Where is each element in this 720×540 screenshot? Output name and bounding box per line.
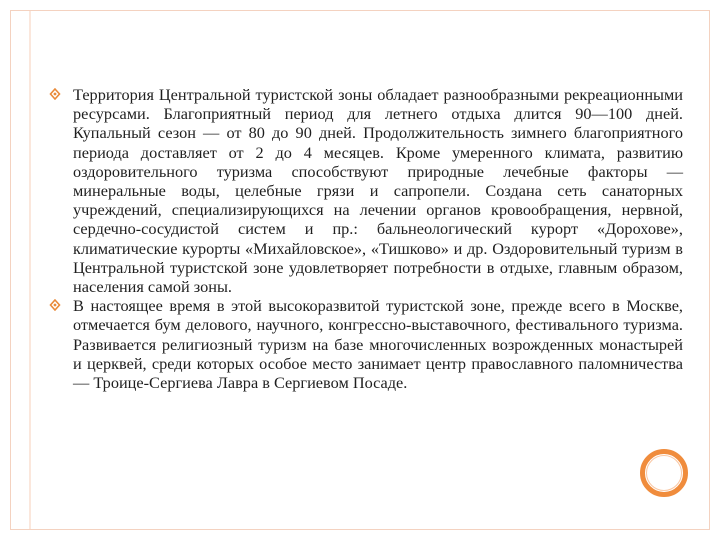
circle-decoration-icon bbox=[640, 449, 688, 497]
bullet-item-1 bbox=[73, 85, 683, 296]
slide-content bbox=[73, 85, 683, 392]
left-rail-decoration bbox=[29, 11, 31, 529]
slide-frame bbox=[10, 10, 710, 530]
paragraph-1: Территория Центральной туристской зоны обладает разнообразными рекреационными ресурсами. Благоприятный период для летнего отдыха длится 90—100 дней. Купальный сезон — от 80 до 90 дней. Продолжительность зимнего благоприятного периода доставляет от 2 до 4 месяцев. Кроме умеренного климата, развитию оздоровительного туризма способствуют природные лечебные факторы — минеральные воды, целебные грязи и сапропели. Создана сеть санаторных учреждений, специализирующихся на лечении органов кровообращения, нервной, сердечно-сосудистой систем и пр.: бальнеологический курорт «Дорохове», климатические курорты «Михайловское», «Тишково» и др. Оздоровительный туризм в Центральной туристской зоне удовлетворяет потребности в отдыхе, главным образом, населения самой зоны. bbox=[73, 85, 683, 297]
bullet-icon bbox=[49, 299, 61, 311]
paragraph-2: В настоящее время в этой высокоразвитой туристской зоне, прежде всего в Москве, отмечается бум делового, научного, конгрессно-выставочного, фестивального туризма. Развивается религиозный туризм на базе многочисленных возрожденных монастырей и церквей, среди которых особое место занимает центр православного паломничества — Троице-Сергиева Лавра в Сергиевом Посаде. bbox=[73, 296, 683, 393]
bullet-item-2 bbox=[73, 296, 683, 392]
bullet-icon bbox=[49, 88, 61, 100]
